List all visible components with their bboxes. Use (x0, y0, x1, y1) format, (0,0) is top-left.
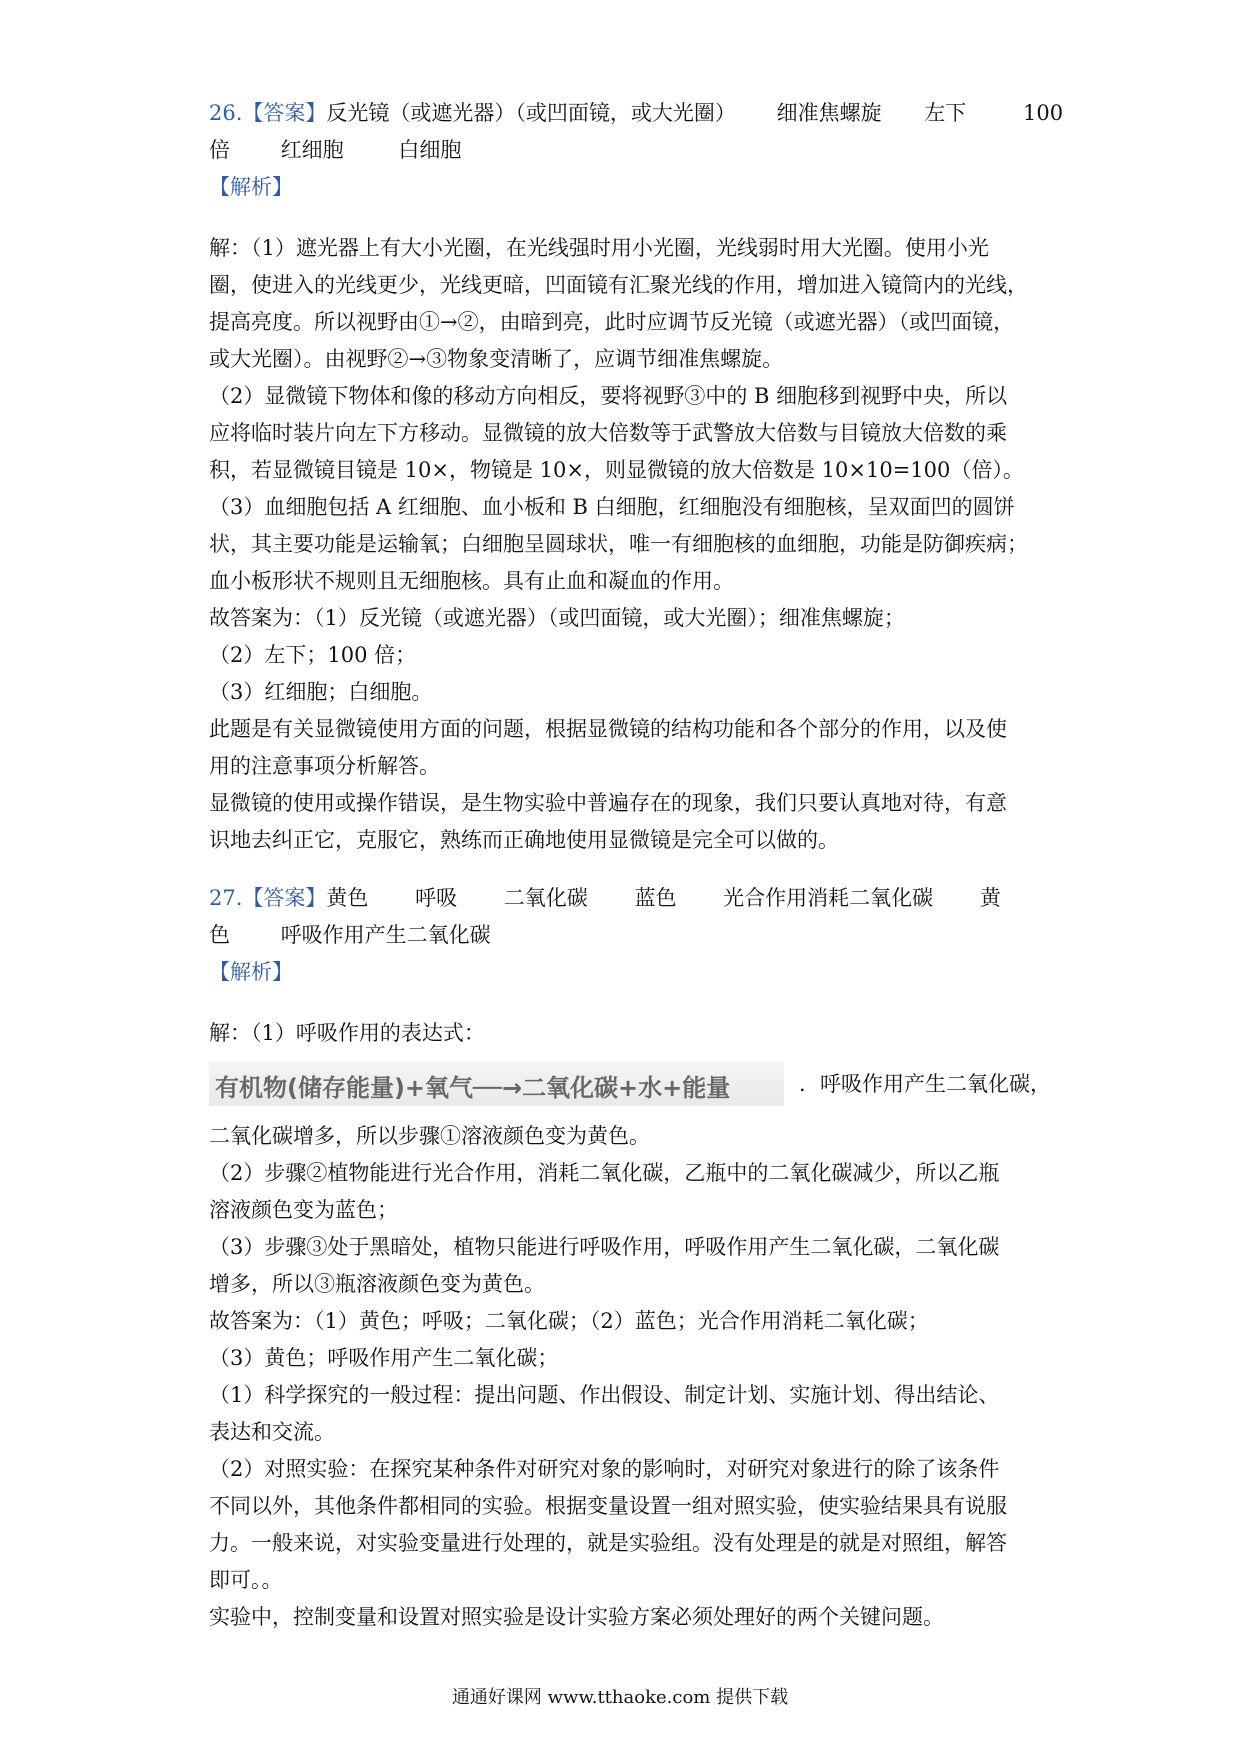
q27-line: 溶液颜色变为蓝色； (209, 1198, 398, 1222)
q26-line: 应将临时装片向左下方移动。显微镜的放大倍数等于武警放大倍数与目镜放大倍数的乘 (209, 421, 1007, 445)
q26-line: 或大光圈）。由视野②→③物象变清晰了，应调节细准焦螺旋。 (209, 347, 784, 371)
q27-line: （1）科学探究的一般过程：提出问题、作出假设、制定计划、实施计划、得出结论、 (209, 1383, 1000, 1407)
q26-line: 用的注意事项分析解答。 (209, 754, 440, 778)
q27-line: 二氧化碳增多，所以步骤①溶液颜色变为黄色。 (209, 1124, 650, 1148)
q27-line: （3）黄色；呼吸作用产生二氧化碳； (209, 1346, 559, 1370)
q26-line: （3）红细胞；白细胞。 (209, 680, 433, 704)
q26-line: （3）血细胞包括 A 红细胞、血小板和 B 白细胞，红细胞没有细胞核，呈双面凹的圆饼 (209, 495, 1015, 519)
q27-line: 即可。。 (209, 1568, 283, 1592)
q26-analysis-tag: 【解析】 (209, 175, 293, 199)
q27-answer-item: 黄 (979, 886, 1001, 910)
q26-number: 26. (209, 101, 243, 125)
q27-line: 力。一般来说，对实验变量进行处理的，就是实验组。没有处理是的就是对照组，解答 (209, 1531, 1007, 1555)
q27-line: 不同以外，其他条件都相同的实验。根据变量设置一组对照实验，使实验结果具有说服 (209, 1494, 1007, 1518)
q27-answer (209, 880, 1049, 991)
q27-line: 故答案为：（1）黄色；呼吸；二氧化碳；（2）蓝色；光合作用消耗二氧化碳； (209, 1309, 929, 1333)
q26-answer-item: 100 (1022, 101, 1064, 125)
formula-following-text: ．呼吸作用产生二氧化碳， (799, 1072, 1051, 1096)
q27-answer-item: 光合作用消耗二氧化碳 (723, 886, 934, 910)
q27-answer-line-2 (209, 917, 1049, 954)
q26-line: 故答案为：（1）反光镜（或遮光器）（或凹面镜，或大光圈）；细准焦螺旋； (209, 606, 905, 630)
q27-number: 27. (209, 886, 243, 910)
q27-analysis-tag: 【解析】 (209, 960, 293, 984)
q26-answer-item: 白细胞 (398, 138, 462, 162)
q26-answer-line-2 (209, 132, 1049, 169)
q26-answer-item: 左下 (924, 101, 967, 125)
q26-analysis-body (209, 230, 1049, 859)
q27-answer-item: 黄色 (326, 886, 369, 910)
q26-line: 状，其主要功能是运输氧；白细胞呈圆球状，唯一有细胞核的血细胞，功能是防御疾病； (209, 532, 1028, 556)
q27-intro-line: 解：（1）呼吸作用的表达式： (209, 1021, 485, 1045)
q26-line: 提高亮度。所以视野由①→②，由暗到亮，此时应调节反光镜（或遮光器）（或凹面镜， (209, 310, 1015, 334)
q27-answer-item: 二氧化碳 (503, 886, 588, 910)
respiration-formula: 有机物(储存能量)+氧气──→二氧化碳+水+能量 (215, 1074, 731, 1102)
q27-answer-item: 色 (209, 923, 230, 947)
q26-line: （2）显微镜下物体和像的移动方向相反，要将视野③中的 B 细胞移到视野中央，所以 (209, 384, 1008, 408)
q26-line: 显微镜的使用或操作错误，是生物实验中普遍存在的现象，我们只要认真地对待，有意 (209, 791, 1007, 815)
respiration-formula-row (209, 1062, 1049, 1112)
q26-answer (209, 95, 1064, 206)
q27-line: 增多，所以③瓶溶液颜色变为黄色。 (209, 1272, 545, 1296)
q27-line: （2）步骤②植物能进行光合作用，消耗二氧化碳，乙瓶中的二氧化碳减少，所以乙瓶 (209, 1161, 1000, 1185)
page-footer: 通通好课网 www.tthaoke.com 提供下载 (451, 1687, 789, 1708)
q27-answer-line-1 (209, 880, 1049, 917)
q27-line: 实验中，控制变量和设置对照实验是设计实验方案必须处理好的两个关键问题。 (209, 1605, 944, 1629)
q26-answer-tag: 【答案】 (242, 101, 327, 125)
q26-answer-item: 倍 (209, 138, 230, 162)
q27-answer-item: 呼吸作用产生二氧化碳 (280, 923, 491, 947)
q26-line: 识地去纠正它，克服它，熟练而正确地使用显微镜是完全可以做的。 (209, 828, 839, 852)
q26-answer-item: 红细胞 (280, 138, 344, 162)
q27-answer-item: 蓝色 (634, 886, 677, 910)
q26-line: （2）左下；100 倍； (209, 643, 417, 667)
q27-line: （2）对照实验：在探究某种条件对研究对象的影响时，对研究对象进行的除了该条件 (209, 1457, 1000, 1481)
q26-line: 血小板形状不规则且无细胞核。具有止血和凝血的作用。 (209, 569, 734, 593)
q26-answer-item: 细准焦螺旋 (776, 101, 882, 125)
q27-analysis-body (209, 1118, 1049, 1636)
q27-line: 表达和交流。 (209, 1420, 335, 1444)
q26-line: 此题是有关显微镜使用方面的问题，根据显微镜的结构功能和各个部分的作用，以及使 (209, 717, 1007, 741)
q26-answer-line-1 (209, 95, 1064, 132)
q27-answer-tag: 【答案】 (242, 886, 327, 910)
q27-answer-item: 呼吸 (415, 886, 458, 910)
q26-answer-text: 反光镜（或遮光器）（或凹面镜，或大光圈） (326, 101, 736, 125)
q26-line: 解：（1）遮光器上有大小光圈，在光线强时用小光圈，光线弱时用大光圈。使用小光 (209, 236, 989, 260)
q27-intro (209, 1015, 1049, 1052)
q27-line: （3）步骤③处于黑暗处，植物只能进行呼吸作用，呼吸作用产生二氧化碳，二氧化碳 (209, 1235, 1000, 1259)
respiration-formula-image (209, 1062, 784, 1106)
q26-line: 圈，使进入的光线更少，光线更暗，凹面镜有汇聚光线的作用，增加进入镜筒内的光线， (209, 273, 1028, 297)
q26-line: 积，若显微镜目镜是 10×，物镜是 10×，则显微镜的放大倍数是 10×10=100（倍）。 (209, 458, 1024, 482)
